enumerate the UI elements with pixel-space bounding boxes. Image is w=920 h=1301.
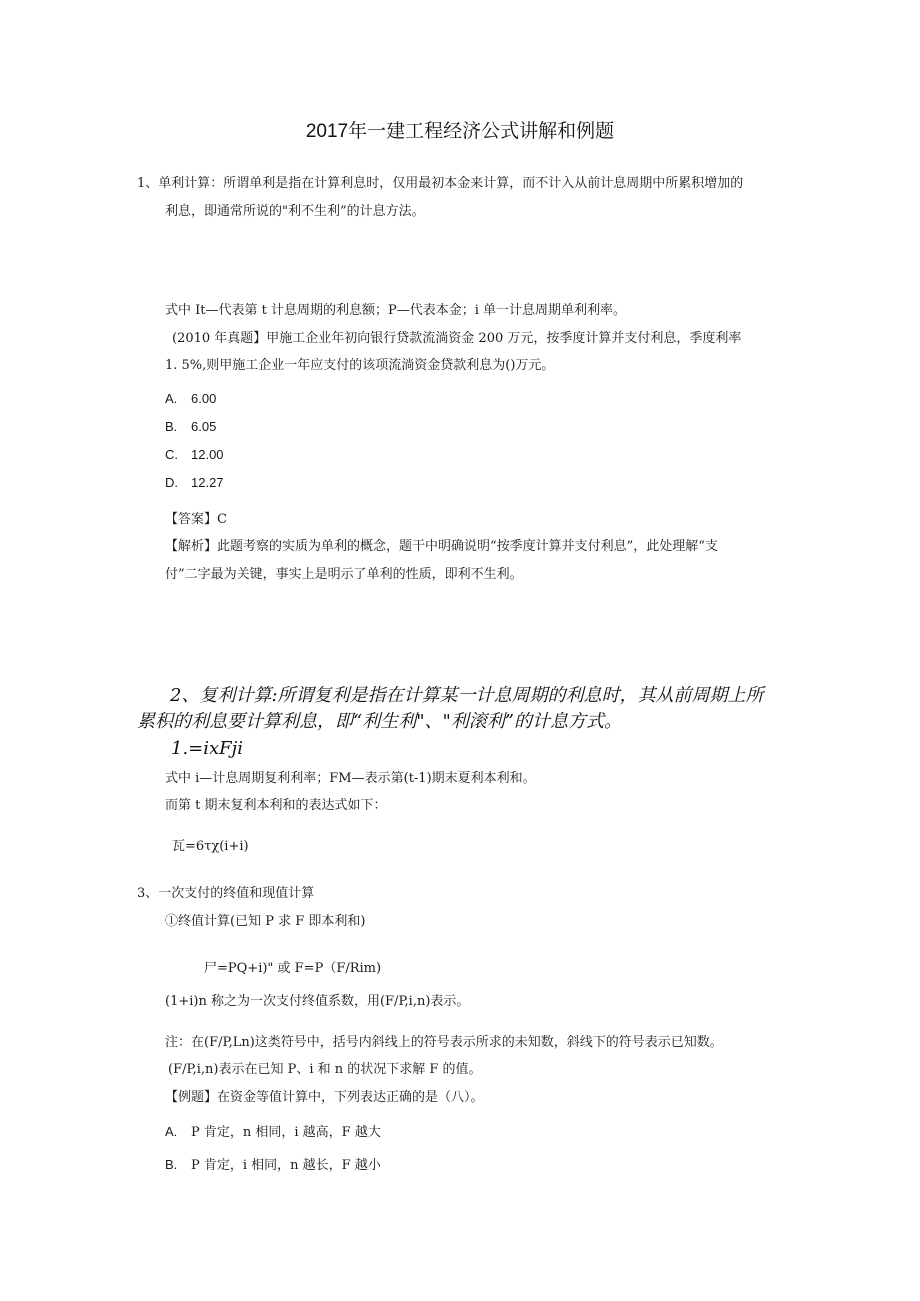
option-c <box>165 446 224 464</box>
section3-note-line2: (F/P,i,n)表示在已知 P、i 和 n 的状况下求解 F 的值。 <box>168 1062 482 1077</box>
option-letter: A. <box>165 1124 178 1139</box>
option-text: P 肯定，i 相同，n 越长，F 越小 <box>191 1158 381 1173</box>
analysis-line2: 付”二字最为关键，事实上是明示了单利的性质，即利不生利。 <box>165 567 523 582</box>
option-letter: B. <box>165 1157 178 1172</box>
option-letter: D. <box>165 475 178 490</box>
option-a <box>165 390 216 408</box>
section3-coefficient: (1+i)n 称之为一次支付终值系数，用(F/P,i,n)表示。 <box>165 994 470 1009</box>
option-letter: A. <box>165 391 178 406</box>
section1-line1: 1、单利计算：所谓单利是指在计算利息时，仅用最初本金来计算，而不计入从前计息周期中所累积增加的 <box>137 176 744 191</box>
section2-note: 而第 t 期末复利本利和的表达式如下： <box>165 798 387 813</box>
option-text: 6.00 <box>191 391 217 406</box>
option-text: 6.05 <box>191 419 217 434</box>
section2-heading-line1: 2、复利计算:所谓复利是指在计算某一计息周期的利息时，其从前周期上所 <box>170 685 764 706</box>
question1-line1: (2010 年真题】甲施工企业年初向银行贷款流淌资金 200 万元，按季度计算并支付利息，季度利率 <box>172 331 742 346</box>
example-question: 【例题】在资金等值计算中，下列表达正确的是（八）。 <box>165 1090 484 1105</box>
section1-definition: 式中 It—代表第 t 计息周期的利息额；P—代表本金；i 单一计息周期单利利率。 <box>165 303 627 318</box>
section2-heading-line2: 累积的利息要计算利息，即“利生利"、"利滚利”的计息方式。 <box>137 711 622 732</box>
section2-definition: 式中 i—计息周期复利利率；FM—表示第(t-1)期末夏利本利和。 <box>165 771 536 786</box>
section2-formula2: 瓦=6τχ(i+i) <box>172 839 249 854</box>
analysis-line1: 【解析】此题考察的实质为单利的概念，题干中明确说明“按季度计算并支付利息”，此处理解“支 <box>165 539 718 554</box>
example-option-b <box>165 1156 381 1175</box>
example-option-a <box>165 1123 381 1142</box>
option-d <box>165 474 224 492</box>
option-letter: C. <box>165 447 178 462</box>
section3-heading: 3、一次支付的终值和现值计算 <box>137 886 315 901</box>
answer: 【答案】C <box>165 512 227 527</box>
section3-subheading: ①终值计算(已知 P 求 F 即本利和) <box>165 914 366 929</box>
question1-line2: 1. 5%,则甲施工企业一年应支付的该项流淌资金贷款利息为()万元。 <box>165 358 555 373</box>
section2-formula: 1.=ixFji <box>171 738 243 759</box>
section3-note-line1: 注：在(F/P,Ln)这类符号中，括号内斜线上的符号表示所求的未知数，斜线下的符号表示已知数。 <box>165 1035 723 1050</box>
option-text: 12.00 <box>191 447 224 462</box>
option-text: P 肯定，n 相同，i 越高，F 越大 <box>191 1125 381 1140</box>
section3-formula: 尸=PQ+i)" 或 F=P（F/Rim) <box>204 961 382 976</box>
option-b <box>165 418 216 436</box>
page-title: 2017年一建工程经济公式讲解和例题 <box>305 121 615 142</box>
option-text: 12.27 <box>191 475 224 490</box>
option-letter: B. <box>165 419 178 434</box>
section1-line2: 利息，即通常所说的"利不生利”的计息方法。 <box>165 204 425 219</box>
